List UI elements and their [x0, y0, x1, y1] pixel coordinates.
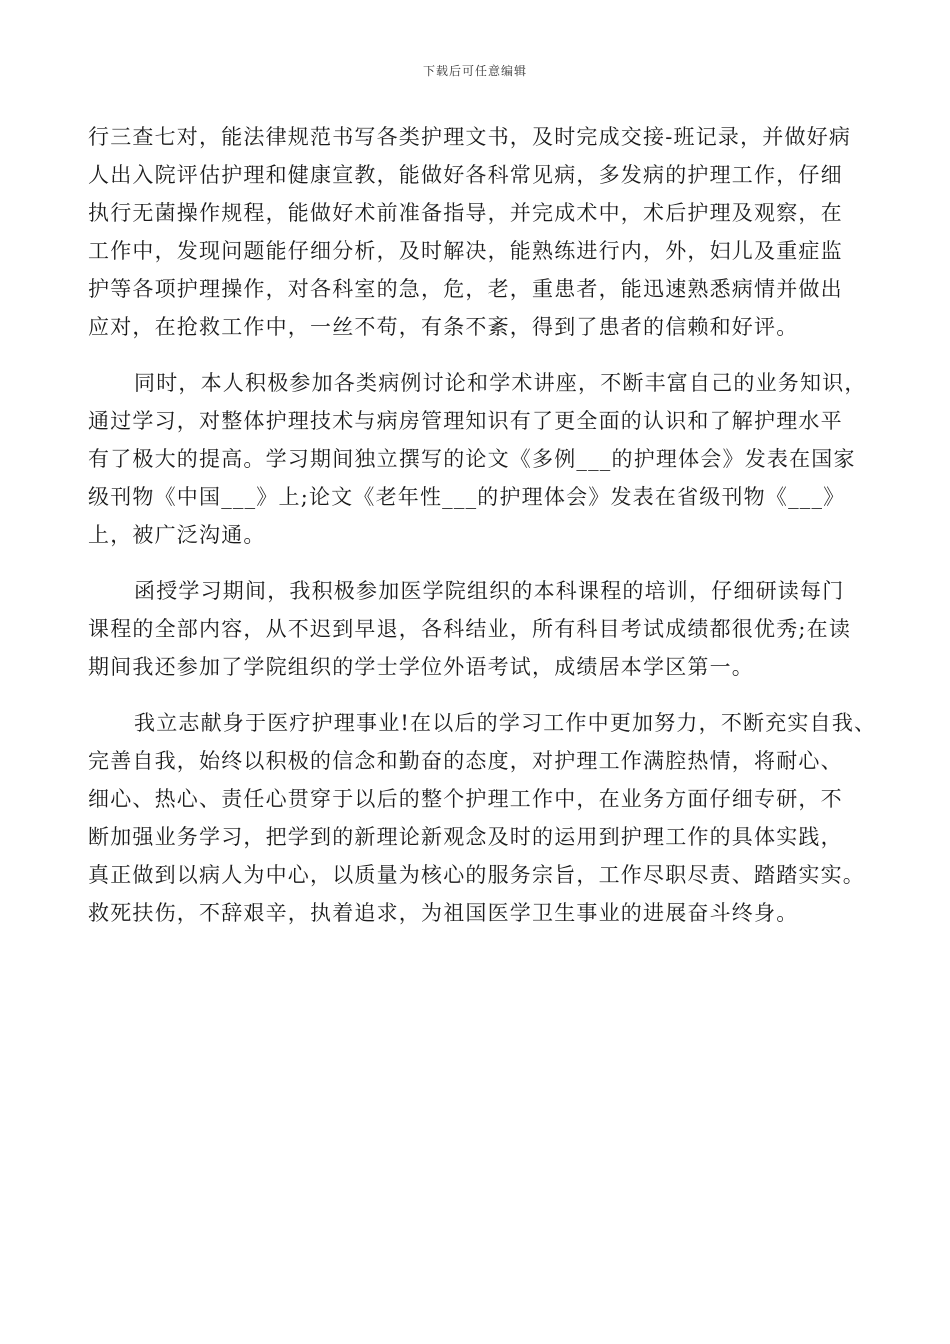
- text-line: 执行无菌操作规程，能做好术前准备指导，并完成术中，术后护理及观察，在: [88, 201, 843, 225]
- text-line: 有了极大的提高。学习期间独立撰写的论文《多例___的护理体会》发表在国家: [88, 447, 856, 471]
- text-line: 级刊物《中国___》上;论文《老年性___的护理体会》发表在省级刊物《___》: [88, 485, 846, 509]
- paragraph-4: [88, 704, 888, 932]
- text-line: 我立志献身于医疗护理事业!在以后的学习工作中更加努力，不断充实自我、: [134, 711, 877, 735]
- paragraph-gap: [88, 554, 888, 572]
- text-line: 人出入院评估护理和健康宣教，能做好各科常见病，多发病的护理工作，仔细: [88, 163, 843, 187]
- text-line: 细心、热心、责任心贯穿于以后的整个护理工作中，在业务方面仔细专研，不: [88, 787, 843, 811]
- text-line: 行三查七对，能法律规范书写各类护理文书，及时完成交接-班记录，并做好病: [88, 125, 852, 149]
- text-line: 护等各项护理操作，对各科室的急，危，老，重患者，能迅速熟悉病情并做出: [88, 277, 843, 301]
- text-line: 期间我还参加了学院组织的学士学位外语考试，成绩居本学区第一。: [88, 655, 754, 679]
- text-line: 课程的全部内容，从不迟到早退，各科结业，所有科目考试成绩都很优秀;在读: [88, 617, 852, 641]
- text-line: 真正做到以病人为中心，以质量为核心的服务宗旨，工作尽职尽责、踏踏实实。: [88, 863, 865, 887]
- text-line: 工作中，发现问题能仔细分析，及时解决，能熟练进行内，外，妇儿及重症监: [88, 239, 843, 263]
- text-line: 断加强业务学习，把学到的新理论新观念及时的运用到护理工作的具体实践，: [88, 825, 843, 849]
- paragraph-3: [88, 572, 888, 686]
- text-line: 通过学习，对整体护理技术与病房管理知识有了更全面的认识和了解护理水平: [88, 409, 843, 433]
- page-header: 下载后可任意编辑: [422, 64, 527, 78]
- text-line: 救死扶伤，不辞艰辛，执着追求，为祖国医学卫生事业的进展奋斗终身。: [88, 901, 799, 925]
- text-line: 同时，本人积极参加各类病例讨论和学术讲座，不断丰富自己的业务知识，: [134, 371, 867, 395]
- text-line: 函授学习期间，我积极参加医学院组织的本科课程的培训，仔细研读每门: [134, 579, 845, 603]
- text-line: 完善自我，始终以积极的信念和勤奋的态度，对护理工作满腔热情，将耐心、: [88, 749, 843, 773]
- paragraph-gap: [88, 686, 888, 704]
- text-line: 上，被广泛沟通。: [88, 523, 266, 547]
- text-line: 应对，在抢救工作中，一丝不苟，有条不紊，得到了患者的信赖和好评。: [88, 315, 799, 339]
- paragraph-2: [88, 364, 888, 554]
- document-body: [88, 118, 888, 932]
- paragraph-gap: [88, 346, 888, 364]
- paragraph-1: [88, 118, 888, 346]
